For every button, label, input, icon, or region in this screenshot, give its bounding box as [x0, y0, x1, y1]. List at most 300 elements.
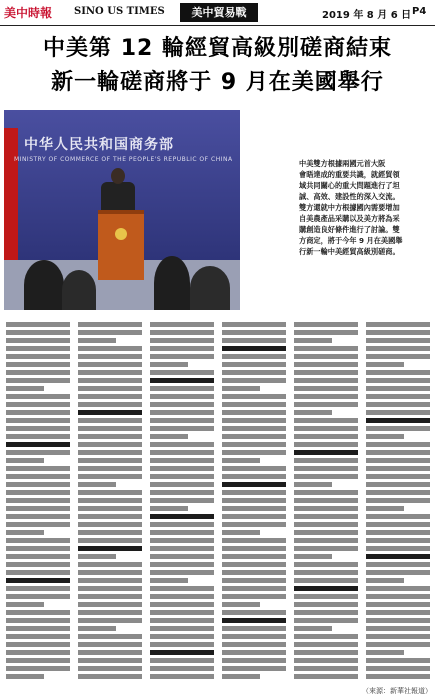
- backdrop-chinese-text: 中华人民共和国商务部: [24, 137, 174, 153]
- text-line: [150, 610, 214, 615]
- text-line: [366, 474, 430, 479]
- text-line: [150, 386, 214, 391]
- text-line: [294, 594, 358, 599]
- text-line: [294, 442, 358, 447]
- text-line: [150, 434, 188, 439]
- text-line: [366, 338, 430, 343]
- text-line: [366, 330, 430, 335]
- text-line: [78, 666, 142, 671]
- text-line: [222, 506, 286, 511]
- caption-line: 會晤達成的重要共識，就經貿領: [299, 170, 400, 179]
- text-line: [294, 554, 332, 559]
- text-line: [222, 410, 286, 415]
- subheading-line: [222, 346, 286, 351]
- text-line: [294, 642, 358, 647]
- text-line: [150, 618, 214, 623]
- text-line: [6, 642, 70, 647]
- text-line: [366, 370, 430, 375]
- text-line: [366, 650, 404, 655]
- text-line: [366, 394, 430, 399]
- text-line: [6, 346, 70, 351]
- text-line: [222, 546, 286, 551]
- text-line: [78, 650, 142, 655]
- text-line: [78, 354, 142, 359]
- text-line: [6, 554, 70, 559]
- text-line: [150, 346, 214, 351]
- text-line: [6, 666, 70, 671]
- text-line: [366, 594, 430, 599]
- text-line: [150, 586, 214, 591]
- text-line: [294, 618, 358, 623]
- text-line: [294, 634, 358, 639]
- text-line: [150, 330, 214, 335]
- text-line: [78, 498, 142, 503]
- text-line: [6, 338, 70, 343]
- text-line: [6, 602, 44, 607]
- text-line: [6, 594, 70, 599]
- caption-line: 誠、高效、建設性的深入交流。: [299, 192, 400, 201]
- text-line: [366, 322, 430, 327]
- text-line: [78, 330, 142, 335]
- text-line: [6, 506, 70, 511]
- text-line: [222, 498, 286, 503]
- text-line: [78, 634, 142, 639]
- text-line: [294, 610, 358, 615]
- text-line: [366, 426, 430, 431]
- text-line: [78, 570, 142, 575]
- source-credit: （來源：新華社報道）: [362, 687, 432, 695]
- masthead: [0, 0, 435, 26]
- issue-date: 2019 年 8 月 6 日: [322, 10, 412, 21]
- text-line: [366, 410, 430, 415]
- text-line: [294, 674, 358, 679]
- text-line: [294, 466, 358, 471]
- text-line: [366, 546, 430, 551]
- text-line: [222, 578, 286, 583]
- subheading-line: [78, 410, 142, 415]
- backdrop-english-text: MINISTRY OF COMMERCE OF THE PEOPLE'S REPUBLIC OF CHINA: [14, 156, 233, 163]
- text-line: [6, 658, 70, 663]
- subheading-line: [78, 546, 142, 551]
- text-line: [294, 346, 358, 351]
- text-line: [6, 618, 70, 623]
- text-line: [366, 626, 430, 631]
- text-line: [78, 386, 142, 391]
- text-line: [6, 362, 70, 367]
- text-line: [78, 482, 116, 487]
- subheading-line: [150, 650, 214, 655]
- text-line: [294, 458, 358, 463]
- text-line: [222, 514, 286, 519]
- text-line: [366, 458, 430, 463]
- text-line: [150, 538, 214, 543]
- subheading-line: [366, 418, 430, 423]
- text-line: [78, 506, 142, 511]
- text-line: [6, 522, 70, 527]
- text-line: [222, 610, 286, 615]
- article-column: [366, 322, 430, 684]
- text-line: [294, 562, 358, 567]
- text-line: [78, 458, 142, 463]
- text-line: [222, 330, 286, 335]
- subheading-line: [150, 514, 214, 519]
- text-line: [6, 354, 70, 359]
- text-line: [222, 450, 286, 455]
- text-line: [366, 362, 404, 367]
- text-line: [150, 322, 214, 327]
- text-line: [78, 394, 142, 399]
- speaker-head: [111, 168, 125, 184]
- text-line: [78, 674, 142, 679]
- text-line: [6, 538, 70, 543]
- caption-line: 中美雙方根據兩國元首大阪: [299, 159, 386, 168]
- text-line: [294, 394, 358, 399]
- text-line: [222, 586, 286, 591]
- text-line: [6, 330, 70, 335]
- text-line: [6, 402, 70, 407]
- text-line: [6, 410, 70, 415]
- text-line: [150, 658, 214, 663]
- text-line: [366, 642, 430, 647]
- text-line: [366, 482, 430, 487]
- text-line: [150, 522, 214, 527]
- section-label: 美中貿易戰: [180, 3, 258, 22]
- subheading-line: [222, 482, 286, 487]
- flag-icon: [4, 128, 18, 278]
- text-line: [366, 434, 404, 439]
- text-line: [150, 418, 214, 423]
- text-line: [222, 354, 286, 359]
- text-line: [6, 466, 70, 471]
- text-line: [294, 570, 358, 575]
- text-line: [150, 642, 214, 647]
- text-line: [366, 346, 430, 351]
- text-line: [294, 490, 358, 495]
- text-line: [222, 474, 286, 479]
- text-line: [150, 530, 214, 535]
- text-line: [222, 626, 286, 631]
- text-line: [366, 378, 430, 383]
- text-line: [366, 634, 430, 639]
- text-line: [78, 586, 142, 591]
- text-line: [78, 402, 142, 407]
- text-line: [150, 674, 214, 679]
- text-line: [6, 498, 70, 503]
- text-line: [366, 530, 430, 535]
- text-line: [222, 418, 286, 423]
- article-column: [6, 322, 70, 684]
- text-line: [222, 322, 286, 327]
- text-line: [78, 490, 142, 495]
- text-line: [222, 362, 286, 367]
- text-line: [150, 370, 214, 375]
- text-line: [6, 378, 70, 383]
- text-line: [6, 562, 70, 567]
- text-line: [366, 674, 430, 679]
- text-line: [78, 442, 142, 447]
- text-line: [294, 650, 358, 655]
- subheading-line: [222, 618, 286, 623]
- text-line: [294, 426, 358, 431]
- text-line: [294, 378, 358, 383]
- text-line: [150, 506, 188, 511]
- text-line: [150, 570, 214, 575]
- text-line: [294, 418, 358, 423]
- text-line: [294, 354, 358, 359]
- text-line: [150, 498, 214, 503]
- text-line: [78, 466, 142, 471]
- text-line: [222, 434, 286, 439]
- text-line: [294, 602, 358, 607]
- text-line: [366, 562, 430, 567]
- text-line: [366, 586, 430, 591]
- text-line: [366, 402, 430, 407]
- article-body: [6, 322, 430, 684]
- text-line: [78, 450, 142, 455]
- text-line: [294, 434, 358, 439]
- text-line: [222, 666, 286, 671]
- subheading-line: [366, 554, 430, 559]
- text-line: [6, 418, 70, 423]
- headline-line-1: 中美第 12 輪經貿高級別磋商結束: [43, 36, 392, 61]
- text-line: [366, 570, 430, 575]
- text-line: [78, 418, 142, 423]
- caption-line: 購創造良好條件進行了討論。雙: [299, 225, 400, 234]
- text-line: [366, 522, 430, 527]
- text-line: [78, 602, 142, 607]
- text-line: [366, 538, 430, 543]
- text-line: [222, 530, 260, 535]
- audience-member: [190, 266, 230, 310]
- text-line: [150, 458, 214, 463]
- text-line: [150, 666, 214, 671]
- text-line: [222, 426, 286, 431]
- text-line: [6, 634, 70, 639]
- text-line: [6, 482, 70, 487]
- text-line: [222, 562, 286, 567]
- text-line: [78, 618, 142, 623]
- text-line: [6, 434, 70, 439]
- text-line: [6, 626, 70, 631]
- text-line: [366, 506, 404, 511]
- page-number: P4: [412, 6, 427, 17]
- text-line: [150, 466, 214, 471]
- text-line: [150, 482, 214, 487]
- text-line: [78, 594, 142, 599]
- text-line: [222, 650, 286, 655]
- text-line: [294, 626, 332, 631]
- text-line: [366, 354, 430, 359]
- audience-member: [62, 270, 96, 310]
- press-conference-photo: [4, 110, 240, 310]
- subheading-line: [6, 442, 70, 447]
- text-line: [294, 482, 332, 487]
- text-line: [222, 570, 286, 575]
- text-line: [78, 338, 116, 343]
- newspaper-logo: 美中時報: [4, 6, 53, 20]
- text-line: [150, 474, 214, 479]
- text-line: [150, 490, 214, 495]
- text-line: [294, 498, 358, 503]
- text-line: [294, 402, 358, 407]
- text-line: [222, 594, 286, 599]
- text-line: [294, 578, 358, 583]
- text-line: [294, 530, 358, 535]
- audience-member: [154, 256, 190, 310]
- text-line: [366, 666, 430, 671]
- text-line: [6, 674, 44, 679]
- text-line: [294, 338, 332, 343]
- text-line: [294, 386, 358, 391]
- text-line: [78, 434, 142, 439]
- text-line: [294, 370, 358, 375]
- text-line: [6, 322, 70, 327]
- text-line: [294, 514, 358, 519]
- text-line: [78, 642, 142, 647]
- text-line: [78, 346, 142, 351]
- text-line: [222, 658, 286, 663]
- text-line: [222, 394, 286, 399]
- text-line: [150, 410, 214, 415]
- text-line: [78, 610, 142, 615]
- text-line: [6, 530, 44, 535]
- text-line: [366, 450, 430, 455]
- text-line: [150, 594, 214, 599]
- text-line: [78, 322, 142, 327]
- text-line: [150, 578, 188, 583]
- emblem-icon: [115, 228, 127, 240]
- text-line: [366, 466, 430, 471]
- text-line: [78, 562, 142, 567]
- text-line: [78, 578, 142, 583]
- text-line: [294, 522, 358, 527]
- text-line: [6, 546, 70, 551]
- article-column: [150, 322, 214, 684]
- text-line: [78, 370, 142, 375]
- text-line: [294, 362, 358, 367]
- text-line: [6, 474, 70, 479]
- text-line: [222, 602, 260, 607]
- text-line: [294, 538, 358, 543]
- text-line: [294, 506, 358, 511]
- text-line: [6, 490, 70, 495]
- text-line: [366, 618, 430, 623]
- text-line: [294, 322, 358, 327]
- text-line: [150, 602, 214, 607]
- podium: [98, 210, 144, 280]
- text-line: [294, 658, 358, 663]
- caption-line: 域共同關心的重大問題進行了坦: [299, 181, 400, 190]
- text-line: [150, 554, 214, 559]
- text-line: [6, 370, 70, 375]
- text-line: [366, 602, 430, 607]
- text-line: [366, 442, 430, 447]
- text-line: [294, 546, 358, 551]
- text-line: [222, 338, 286, 343]
- text-line: [294, 474, 358, 479]
- article-column: [294, 322, 358, 684]
- text-line: [222, 378, 286, 383]
- text-line: [6, 586, 70, 591]
- text-line: [78, 522, 142, 527]
- text-line: [294, 666, 358, 671]
- text-line: [150, 562, 214, 567]
- text-line: [6, 650, 70, 655]
- subheading-line: [150, 378, 214, 383]
- text-line: [222, 554, 286, 559]
- text-line: [78, 514, 142, 519]
- text-line: [222, 490, 286, 495]
- audience-member: [24, 260, 64, 310]
- text-line: [150, 338, 214, 343]
- text-line: [78, 474, 142, 479]
- subheading-line: [294, 450, 358, 455]
- text-line: [150, 402, 214, 407]
- text-line: [150, 626, 214, 631]
- text-line: [222, 386, 260, 391]
- text-line: [222, 674, 260, 679]
- caption-line: 行新一輪中美經貿高級別磋商。: [299, 247, 400, 256]
- caption-line: 雙方還就中方根據國內需要增加: [299, 203, 400, 212]
- text-line: [222, 538, 286, 543]
- text-line: [78, 530, 142, 535]
- text-line: [78, 554, 116, 559]
- text-line: [6, 386, 44, 391]
- text-line: [6, 458, 44, 463]
- text-line: [150, 546, 214, 551]
- caption-line: 自美農產品采購以及美方將為采: [299, 214, 400, 223]
- article-column: [78, 322, 142, 684]
- subheading-line: [294, 586, 358, 591]
- text-line: [366, 498, 430, 503]
- text-line: [150, 450, 214, 455]
- text-line: [150, 442, 214, 447]
- text-line: [6, 394, 70, 399]
- text-line: [78, 426, 142, 431]
- text-line: [366, 658, 430, 663]
- text-line: [366, 490, 430, 495]
- text-line: [222, 402, 286, 407]
- text-line: [150, 426, 214, 431]
- text-line: [222, 458, 260, 463]
- text-line: [78, 538, 142, 543]
- text-line: [366, 386, 430, 391]
- text-line: [222, 442, 286, 447]
- text-line: [150, 634, 214, 639]
- text-line: [150, 354, 214, 359]
- text-line: [78, 378, 142, 383]
- text-line: [222, 634, 286, 639]
- text-line: [222, 370, 286, 375]
- text-line: [78, 658, 142, 663]
- text-line: [366, 578, 404, 583]
- text-line: [294, 330, 358, 335]
- text-line: [6, 450, 70, 455]
- text-line: [6, 570, 70, 575]
- text-line: [150, 362, 188, 367]
- text-line: [6, 610, 70, 615]
- caption-line: 方商定，將于今年 9 月在美國舉: [299, 236, 403, 245]
- headline-line-2: 新一輪磋商將于 9 月在美國舉行: [51, 70, 384, 95]
- text-line: [294, 410, 332, 415]
- text-line: [222, 522, 286, 527]
- text-line: [6, 426, 70, 431]
- text-line: [78, 362, 142, 367]
- text-line: [6, 514, 70, 519]
- text-line: [150, 394, 214, 399]
- text-line: [366, 610, 430, 615]
- photo-caption: [299, 158, 427, 257]
